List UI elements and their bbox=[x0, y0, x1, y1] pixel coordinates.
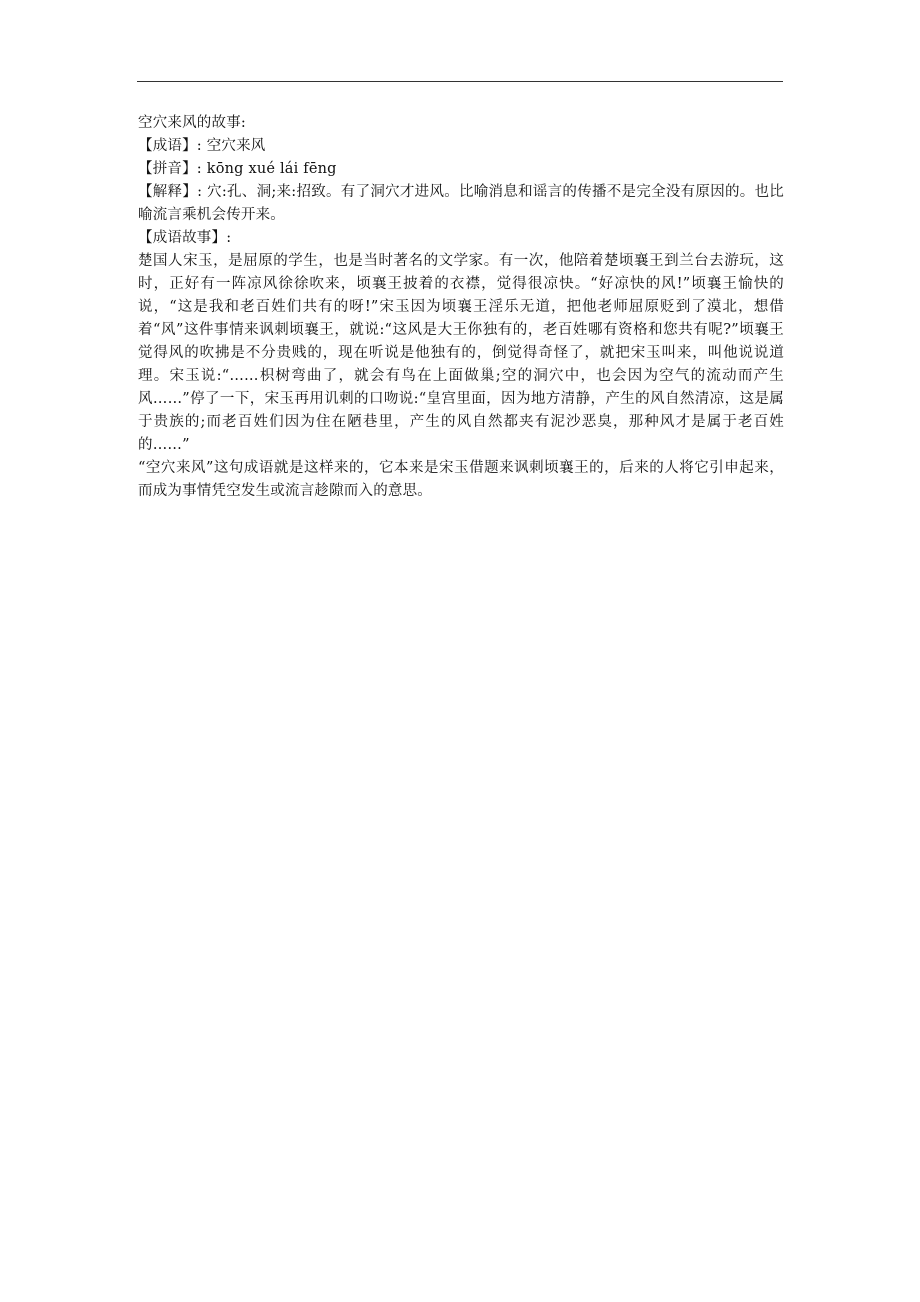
header-rule bbox=[137, 81, 783, 82]
idiom-line bbox=[138, 135, 784, 158]
closing-paragraph: “空穴来风”这句成语就是这样来的，它本来是宋玉借题来讽刺顷襄王的，后来的人将它引申起来，而成为事情凭空发生或流言趁隙而入的意思。 bbox=[138, 460, 784, 499]
explanation-label: 【解释】: bbox=[138, 184, 203, 200]
idiom-label: 【成语】: bbox=[138, 138, 202, 154]
story-label: 【成语故事】: bbox=[138, 230, 232, 246]
document-title: 空穴来风的故事: bbox=[138, 115, 246, 131]
pinyin-line bbox=[138, 158, 784, 181]
pinyin-value: kōng xué lái fēng bbox=[206, 161, 337, 177]
explanation-paragraph bbox=[138, 181, 784, 227]
story-paragraph: 楚国人宋玉，是屈原的学生，也是当时著名的文学家。有一次，他陪着楚顷襄王到兰台去游玩，这时，正好有一阵凉风徐徐吹来，顷襄王披着的衣襟，觉得很凉快。“好凉快的风!”顷襄王愉快的说，“这是我和老百姓们共有的呀!”宋玉因为顷襄王淫乐无道，把他老师屈原贬到了漠北，想借着“风”这件事情来讽刺顷襄王，就说:“这风是大王你独有的，老百姓哪有资格和您共有呢?”顷襄王觉得风的吹拂是不分贵贱的，现在听说是他独有的，倒觉得奇怪了，就把宋玉叫来，叫他说说道理。宋玉说:“……枳树弯曲了，就会有鸟在上面做巢;空的洞穴中，也会因为空气的流动而产生风……”停了一下，宋玉再用讥刺的口吻说:“皇宫里面，因为地方清静，产生的风自然清凉，这是属于贵族的;而老百姓们因为住在陋巷里，产生的风自然都夹有泥沙恶臭，那种风才是属于老百姓的……” bbox=[138, 253, 784, 453]
explanation-value: 穴:孔、洞;来:招致。有了洞穴才进风。比喻消息和谣言的传播不是完全没有原因的。也比喻流言乘机会传开来。 bbox=[138, 184, 785, 223]
document-content bbox=[138, 112, 784, 503]
pinyin-label: 【拼音】: bbox=[138, 161, 202, 177]
idiom-value: 空穴来风 bbox=[206, 138, 266, 154]
